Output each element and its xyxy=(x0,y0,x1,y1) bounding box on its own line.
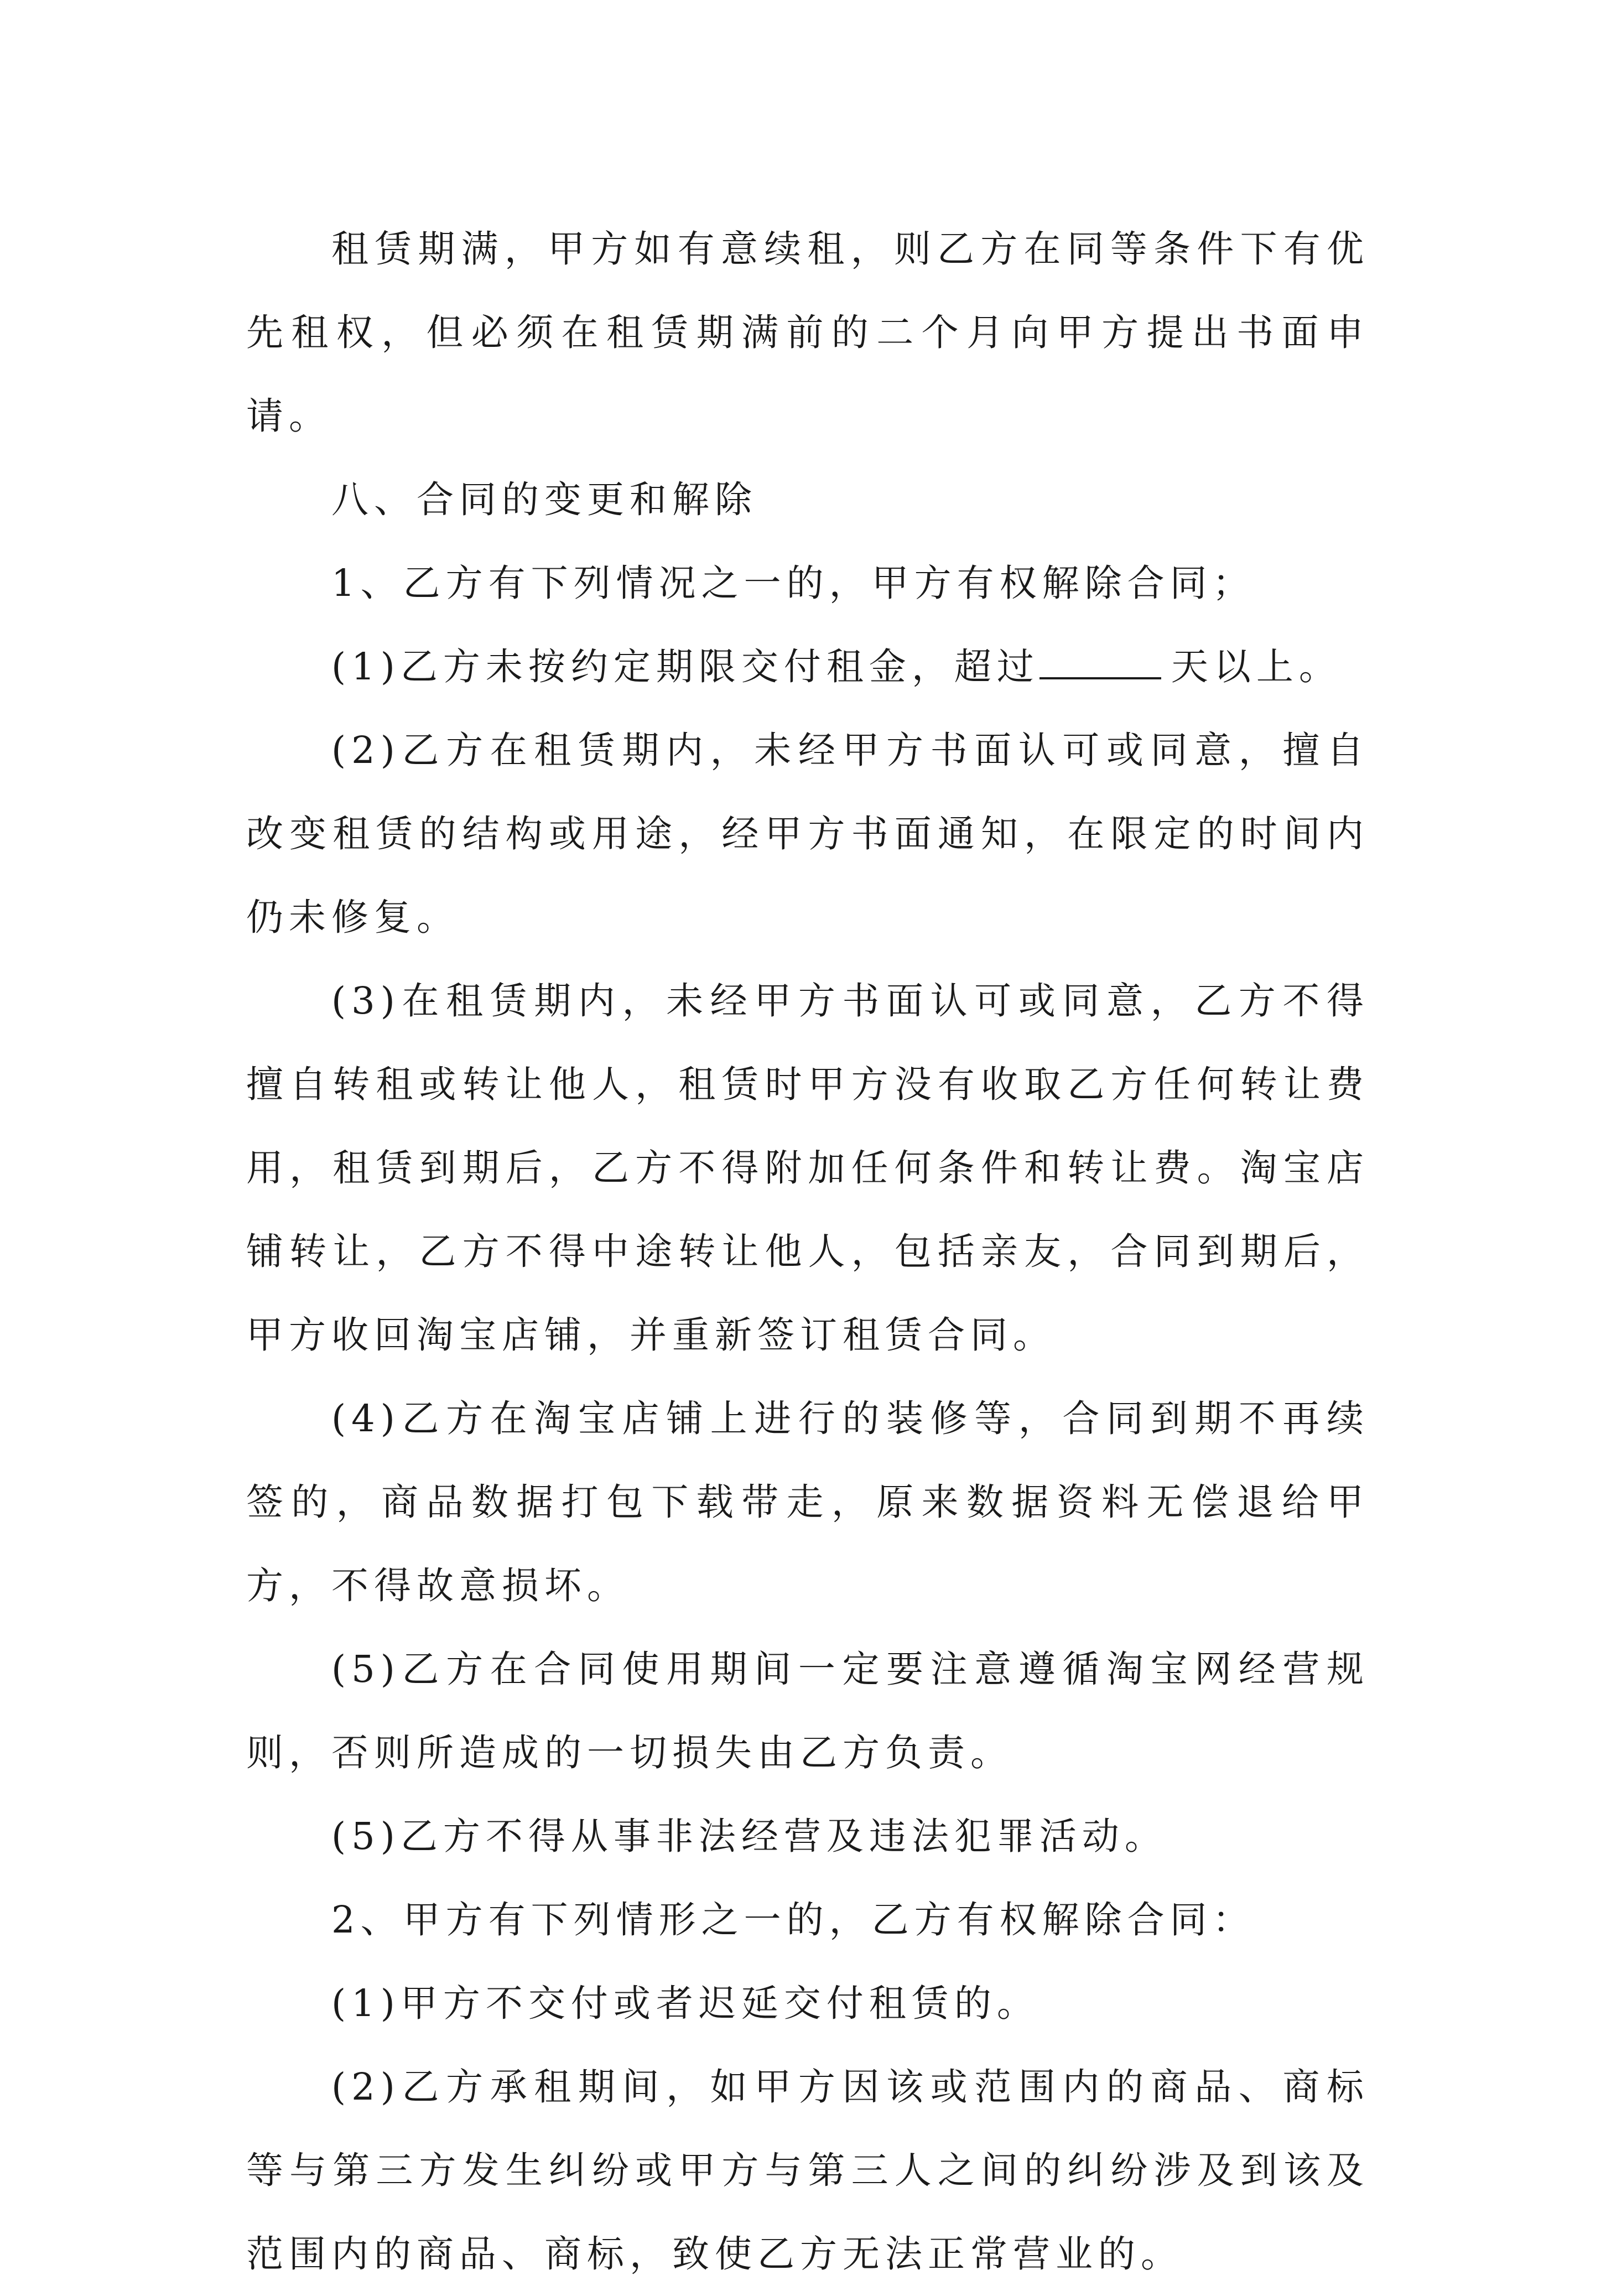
paragraph-renewal: 租赁期满，甲方如有意续租，则乙方在同等条件下有优先租权，但必须在租赁期满前的二个月向甲方提出书面申请。 xyxy=(246,227,1369,438)
fill-in-blank-days xyxy=(1039,677,1161,679)
clause-1-item-5a: (5)乙方在合同使用期间一定要注意遵循淘宝网经营规则，否则所造成的一切损失由乙方负责。 xyxy=(246,1648,1369,1774)
clause-1-item-1-before: (1)乙方未按约定期限交付租金，超过 xyxy=(331,645,1039,688)
clause-1-heading: 1、乙方有下列情况之一的，甲方有权解除合同； xyxy=(331,562,1255,605)
clause-1-item-2: (2)乙方在租赁期内，未经甲方书面认可或同意，擅自改变租赁的结构或用途，经甲方书面通知，在限定的时间内仍未修复。 xyxy=(246,729,1369,939)
clause-1-item-4: (4)乙方在淘宝店铺上进行的装修等，合同到期不再续签的，商品数据打包下载带走，原来数据资料无偿退给甲方，不得故意损坏。 xyxy=(246,1397,1369,1607)
clause-2-item-2: (2)乙方承租期间，如甲方因该或范围内的商品、商标等与第三方发生纠纷或甲方与第三人之间的纠纷涉及到该及范围内的商品、商标，致使乙方无法正常营业的。 xyxy=(246,2065,1369,2276)
clause-1-item-1-after: 天以上。 xyxy=(1171,645,1342,688)
clause-1-item-3: (3)在租赁期内，未经甲方书面认可或同意，乙方不得擅自转租或转让他人，租赁时甲方没有收取乙方任何转让费用，租赁到期后，乙方不得附加任何条件和转让费。淘宝店铺转让，乙方不得中途转让他人，包括亲友，合同到期后，甲方收回淘宝店铺，并重新签订租赁合同。 xyxy=(246,979,1369,1357)
clause-2-heading: 2、甲方有下列情形之一的，乙方有权解除合同： xyxy=(331,1898,1255,1941)
clause-1-item-1 xyxy=(246,625,1369,709)
clause-2-item-1: (1)甲方不交付或者迟延交付租赁的。 xyxy=(331,1982,1039,2025)
clause-1-item-5b: (5)乙方不得从事非法经营及违法犯罪活动。 xyxy=(331,1815,1167,1858)
document-body xyxy=(246,207,1369,2296)
section-heading-contract-change: 八、合同的变更和解除 xyxy=(331,478,757,521)
